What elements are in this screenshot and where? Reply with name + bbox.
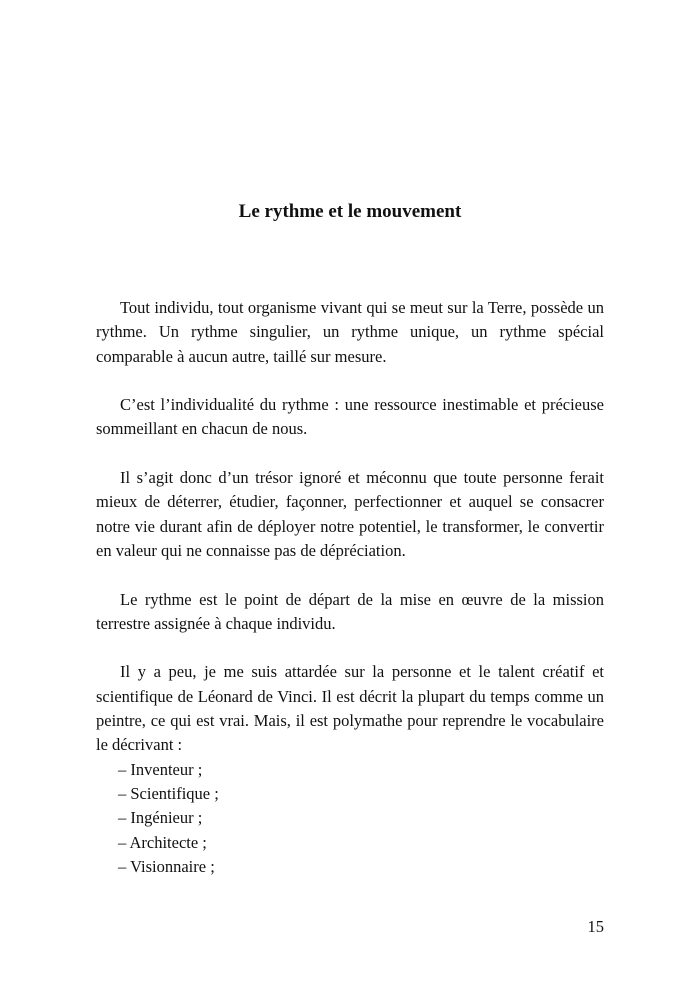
list-item: – Ingénieur ; bbox=[118, 808, 203, 828]
paragraph: Il s’agit donc d’un trésor ignoré et méconnu que toute personne ferait mieux de déterrer, étudier, façonner, perfectionner et auquel se consacrer notre vie durant afin de déployer notre potentiel, le transformer, le convertir en valeur qui ne connaisse pas de dépréciation. bbox=[96, 468, 604, 560]
chapter-title: Le rythme et le mouvement bbox=[238, 201, 462, 222]
list-item: – Architecte ; bbox=[118, 832, 207, 852]
list-item: – Scientifique ; bbox=[118, 783, 219, 803]
list-item: – Visionnaire ; bbox=[118, 856, 215, 876]
list-item: – Inventeur ; bbox=[118, 759, 203, 779]
polymath-list bbox=[96, 758, 604, 879]
paragraph: Tout individu, tout organisme vivant qui se meut sur la Terre, possède un rythme. Un rythme singulier, un rythme unique, un rythme spécial comparable à aucun autre, taillé sur mesure. bbox=[96, 298, 604, 366]
body-text bbox=[96, 296, 604, 879]
page-number: 15 bbox=[587, 917, 604, 936]
paragraph: Il y a peu, je me suis attardée sur la personne et le talent créatif et scientifique de Léonard de Vinci. Il est décrit la plupart du temps comme un peintre, ce qui est vrai. Mais, il est polymathe pour reprendre le vocabulaire le décrivant : bbox=[96, 662, 604, 755]
paragraph: Le rythme est le point de départ de la mise en œuvre de la mission terrestre assignée à chaque individu. bbox=[96, 589, 604, 633]
paragraph: C’est l’individualité du rythme : une ressource inestimable et précieuse sommeillant en chacun de nous. bbox=[96, 395, 604, 439]
